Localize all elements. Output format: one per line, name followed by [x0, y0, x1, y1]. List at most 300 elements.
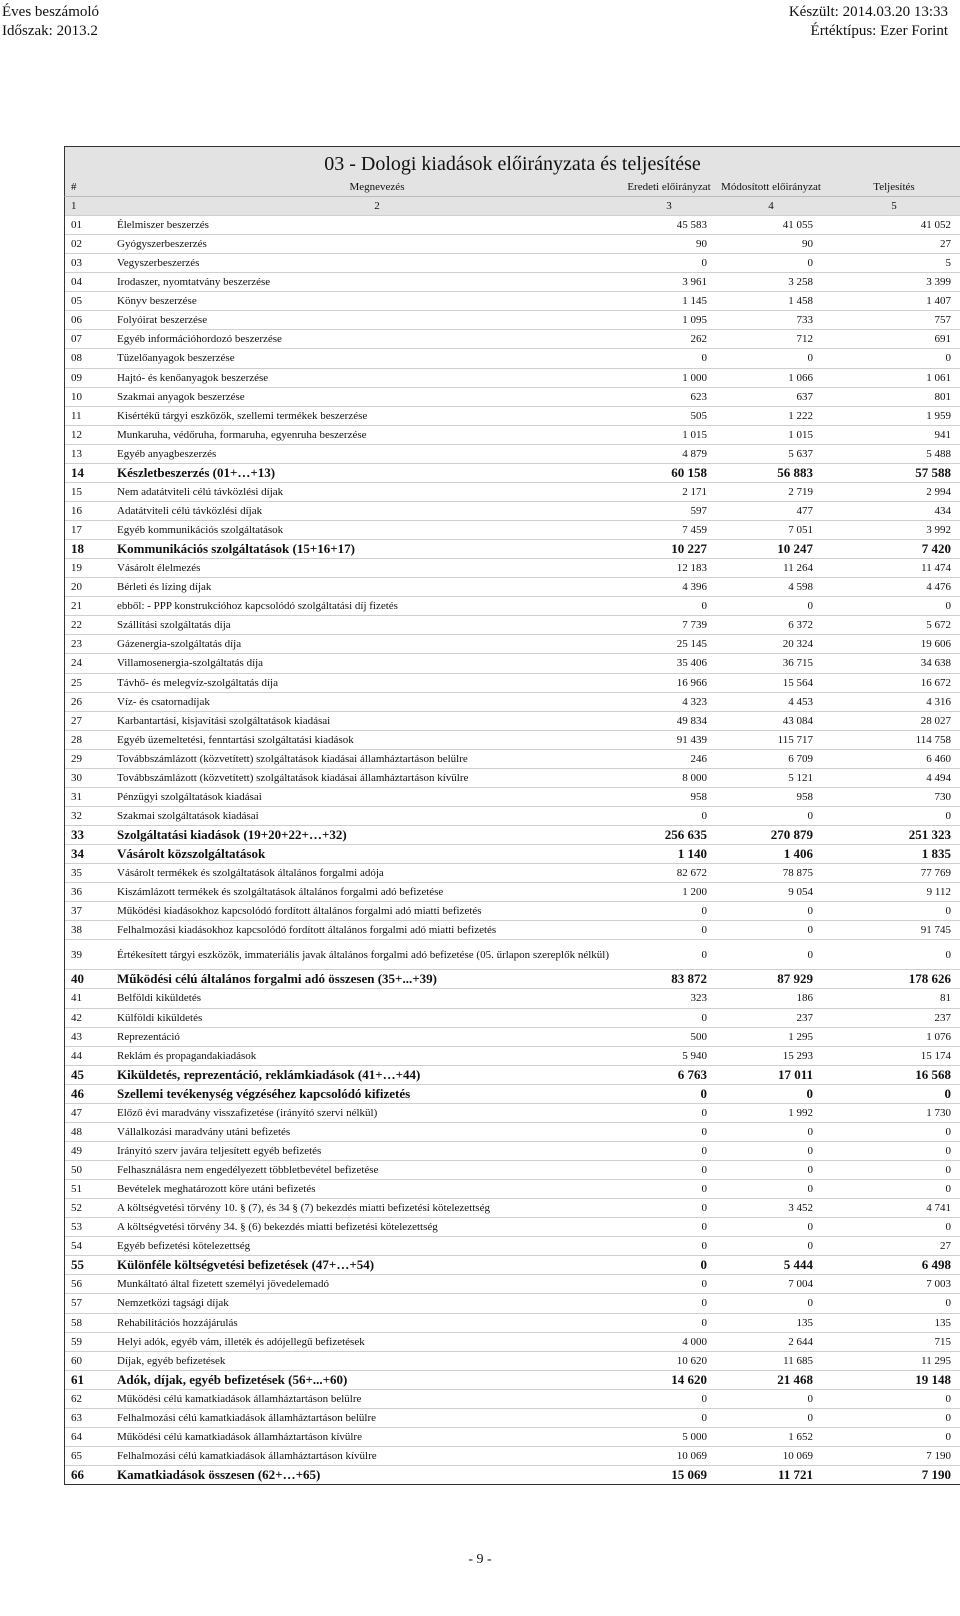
row-name: Belföldi kiküldetés: [117, 992, 202, 1005]
row-original-budget: 1 140: [677, 846, 707, 862]
table-row: [65, 1179, 960, 1198]
row-actual: 19 606: [920, 638, 951, 651]
page-number: - 9 -: [468, 1552, 492, 1567]
row-original-budget: 0: [701, 1221, 707, 1234]
row-actual: 1 061: [926, 371, 951, 384]
row-original-budget: 3 961: [682, 276, 707, 289]
row-number: 55: [71, 1257, 84, 1273]
row-name: Gázenergia-szolgáltatás díja: [117, 638, 242, 651]
row-number: 45: [71, 1066, 84, 1082]
row-actual: 19 148: [915, 1371, 951, 1387]
row-number: 29: [71, 752, 82, 765]
row-name: Távhő- és melegvíz-szolgáltatás díja: [117, 676, 278, 689]
row-actual: 135: [934, 1316, 951, 1329]
row-actual: 6 460: [926, 752, 951, 765]
row-modified-budget: 11 721: [777, 1467, 813, 1483]
row-number: 40: [71, 971, 84, 987]
row-original-budget: 623: [690, 390, 707, 403]
created-timestamp: Készült: 2014.03.20 13:33: [788, 4, 948, 20]
table-row: [65, 1198, 960, 1217]
row-modified-budget: 0: [807, 1411, 813, 1424]
row-number: 33: [71, 827, 84, 843]
table-row: [65, 387, 960, 406]
row-name: Hajtó- és kenőanyagok beszerzése: [117, 371, 269, 384]
row-name: Külföldi kiküldetés: [117, 1011, 203, 1024]
row-name: Különféle költségvetési befizetések (47+…+54): [117, 1257, 375, 1273]
row-original-budget: 6 763: [677, 1066, 707, 1082]
row-actual: 237: [934, 1011, 951, 1024]
row-modified-budget: 9 054: [788, 886, 813, 899]
row-original-budget: 0: [701, 257, 707, 270]
row-actual: 16 672: [920, 676, 951, 689]
row-number: 14: [71, 464, 84, 480]
row-number: 03: [71, 257, 82, 270]
row-actual: 0: [945, 905, 951, 918]
row-modified-budget: 5 444: [783, 1257, 813, 1273]
row-number: 48: [71, 1125, 82, 1138]
row-original-budget: 8 000: [682, 771, 707, 784]
row-number: 36: [71, 886, 82, 899]
row-actual: 0: [945, 600, 951, 613]
row-number: 27: [71, 714, 82, 727]
row-original-budget: 0: [700, 1085, 707, 1101]
row-original-budget: 0: [701, 1316, 707, 1329]
row-name: Egyéb információhordozó beszerzése: [117, 333, 282, 346]
row-original-budget: 5 000: [682, 1430, 707, 1443]
table-subtotal-row: [65, 1065, 960, 1084]
row-original-budget: 4 323: [682, 695, 707, 708]
row-actual: 41 052: [920, 219, 951, 232]
row-actual: 28 027: [920, 714, 951, 727]
row-original-budget: 262: [690, 333, 707, 346]
row-name: Bevételek meghatározott köre utáni befizetés: [117, 1183, 316, 1196]
row-number: 41: [71, 992, 82, 1005]
row-actual: 0: [945, 1183, 951, 1196]
row-actual: 3 399: [926, 276, 951, 289]
table-row: [65, 1103, 960, 1122]
row-original-budget: 0: [701, 948, 707, 961]
table-row: [65, 1122, 960, 1141]
row-original-budget: 16 966: [676, 676, 707, 689]
row-number: 04: [71, 276, 82, 289]
row-original-budget: 10 069: [676, 1449, 707, 1462]
row-name: Helyi adók, egyéb vám, illeték és adójellegű befizetések: [117, 1335, 365, 1348]
row-original-budget: 0: [701, 1164, 707, 1177]
row-actual: 2 994: [926, 485, 951, 498]
row-modified-budget: 10 247: [777, 541, 813, 557]
row-modified-budget: 4 453: [788, 695, 813, 708]
row-original-budget: 45 583: [676, 219, 707, 232]
row-modified-budget: 0: [807, 809, 813, 822]
column-number-2: 2: [374, 200, 380, 212]
row-name: Működési kiadásokhoz kapcsolódó fordított általános forgalmi adó miatti befizetés: [117, 905, 482, 918]
table-row: [65, 1217, 960, 1236]
row-number: 15: [71, 485, 82, 498]
row-number: 54: [71, 1240, 82, 1253]
row-number: 56: [71, 1278, 82, 1291]
row-modified-budget: 15 564: [782, 676, 813, 689]
row-actual: 1 407: [926, 295, 951, 308]
row-number: 18: [71, 541, 84, 557]
table-row: [65, 1046, 960, 1065]
row-name: Szellemi tevékenység végzéséhez kapcsolódó kifizetés: [117, 1085, 411, 1101]
row-name: Tüzelőanyagok beszerzése: [117, 352, 235, 365]
table-row: [65, 673, 960, 692]
row-original-budget: 14 620: [671, 1371, 707, 1387]
row-number: 01: [71, 219, 82, 232]
table-row: [65, 520, 960, 539]
row-modified-budget: 41 055: [782, 219, 813, 232]
row-actual: 4 316: [926, 695, 951, 708]
table-subtotal-row: [65, 1255, 960, 1274]
row-actual: 715: [934, 1335, 951, 1348]
row-modified-budget: 10 069: [782, 1449, 813, 1462]
table-row: [65, 406, 960, 425]
row-number: 52: [71, 1202, 82, 1215]
table-row: [65, 882, 960, 901]
table-row: [65, 482, 960, 501]
row-number: 50: [71, 1164, 82, 1177]
row-modified-budget: 733: [796, 314, 813, 327]
row-name: Vásárolt közszolgáltatások: [117, 846, 266, 862]
table-body: [64, 215, 960, 1485]
row-modified-budget: 4 598: [788, 581, 813, 594]
row-modified-budget: 21 468: [777, 1371, 813, 1387]
row-number: 64: [71, 1430, 82, 1443]
table-row: [65, 329, 960, 348]
table-subtotal-row: [65, 1084, 960, 1103]
row-number: 57: [71, 1297, 82, 1310]
row-original-budget: 323: [690, 992, 707, 1005]
row-modified-budget: 20 324: [782, 638, 813, 651]
row-original-budget: 90: [696, 238, 707, 251]
row-modified-budget: 0: [807, 1144, 813, 1157]
row-name: Vállalkozási maradvány utáni befizetés: [117, 1125, 291, 1138]
row-name: Vegyszerbeszerzés: [117, 257, 200, 270]
row-name: Egyéb kommunikációs szolgáltatások: [117, 524, 284, 537]
row-number: 30: [71, 771, 82, 784]
table-row: [65, 1351, 960, 1370]
row-actual: 0: [944, 1085, 951, 1101]
table-row: [65, 787, 960, 806]
row-number: 16: [71, 504, 82, 517]
row-actual: 16 568: [915, 1066, 951, 1082]
row-actual: 5: [945, 257, 951, 270]
report-type-label: Éves beszámoló: [2, 4, 100, 20]
column-header-row: [64, 178, 960, 196]
row-modified-budget: 7 004: [788, 1278, 813, 1291]
row-number: 19: [71, 562, 82, 575]
row-number: 23: [71, 638, 82, 651]
row-name: Reprezentáció: [117, 1030, 180, 1043]
row-actual: 4 494: [926, 771, 951, 784]
row-original-budget: 4 396: [682, 581, 707, 594]
table-subtotal-row: [65, 463, 960, 482]
row-original-budget: 7 739: [682, 619, 707, 632]
table-row: [65, 1408, 960, 1427]
row-name: Reklám és propagandakiadások: [117, 1049, 257, 1062]
row-original-budget: 0: [701, 352, 707, 365]
column-header-original-budget: Eredeti előirányzat: [627, 181, 711, 193]
row-actual: 11 474: [921, 562, 951, 575]
row-actual: 0: [945, 1411, 951, 1424]
row-actual: 178 626: [908, 971, 951, 987]
row-original-budget: 15 069: [671, 1467, 707, 1483]
table-row: [65, 1313, 960, 1332]
row-original-budget: 0: [701, 1144, 707, 1157]
row-modified-budget: 0: [807, 600, 813, 613]
row-number: 24: [71, 657, 82, 670]
row-name: Szállítási szolgáltatás díja: [117, 619, 231, 632]
row-actual: 27: [940, 238, 951, 251]
row-modified-budget: 36 715: [782, 657, 813, 670]
row-actual: 4 476: [926, 581, 951, 594]
row-modified-budget: 1 015: [788, 428, 813, 441]
table-title-bar: [64, 146, 960, 179]
period-label: Időszak: 2013.2: [2, 23, 98, 39]
table-row: [65, 596, 960, 615]
row-actual: 0: [945, 352, 951, 365]
table-row: [65, 1008, 960, 1027]
table-row: [65, 291, 960, 310]
row-actual: 9 112: [926, 886, 951, 899]
row-modified-budget: 1 652: [788, 1430, 813, 1443]
row-original-budget: 0: [701, 809, 707, 822]
row-number: 11: [71, 409, 82, 422]
row-modified-budget: 0: [806, 1085, 813, 1101]
column-header-modified-budget: Módosított előirányzat: [721, 181, 821, 193]
row-name: Élelmiszer beszerzés: [117, 219, 209, 232]
table-subtotal-row: [65, 1370, 960, 1389]
row-original-budget: 0: [701, 1240, 707, 1253]
row-actual: 1 730: [926, 1106, 951, 1119]
row-name: Karbantartási, kisjavítási szolgáltatások kiadásai: [117, 714, 331, 727]
row-actual: 15 174: [920, 1049, 951, 1062]
row-modified-budget: 5 121: [788, 771, 813, 784]
row-number: 37: [71, 905, 82, 918]
row-number: 25: [71, 676, 82, 689]
row-number: 05: [71, 295, 82, 308]
value-type-label: Értéktípus: Ezer Forint: [810, 23, 948, 39]
row-modified-budget: 0: [807, 1240, 813, 1253]
row-original-budget: 1 145: [682, 295, 707, 308]
table-row: [65, 988, 960, 1007]
row-modified-budget: 17 011: [777, 1066, 813, 1082]
table-row: [65, 558, 960, 577]
row-modified-budget: 1 458: [788, 295, 813, 308]
row-modified-budget: 0: [807, 1392, 813, 1405]
row-name: Bérleti és lízing díjak: [117, 581, 212, 594]
row-original-budget: 0: [701, 1011, 707, 1024]
row-modified-budget: 958: [796, 790, 813, 803]
row-actual: 5 488: [926, 447, 951, 460]
row-modified-budget: 7 051: [788, 524, 813, 537]
row-name: Nemzetközi tagsági díjak: [117, 1297, 229, 1310]
row-number: 65: [71, 1449, 82, 1462]
row-name: Kiküldetés, reprezentáció, reklámkiadások (41+…+44): [117, 1066, 421, 1082]
row-number: 20: [71, 581, 82, 594]
row-name: Továbbszámlázott (közvetített) szolgáltatások kiadásai államháztartáson kívülre: [117, 771, 469, 784]
row-name: Folyóirat beszerzése: [117, 314, 208, 327]
row-actual: 5 672: [926, 619, 951, 632]
row-name: Munkáltató által fizetett személyi jövedelemadó: [117, 1278, 329, 1291]
row-name: Készletbeszerzés (01+…+13): [117, 464, 276, 480]
row-original-budget: 1 015: [682, 428, 707, 441]
row-actual: 91 745: [920, 924, 951, 937]
row-name: Felhalmozási kiadásokhoz kapcsolódó fordított általános forgalmi adó miatti befizetés: [117, 924, 497, 937]
row-modified-budget: 115 717: [777, 733, 813, 746]
row-original-budget: 0: [701, 1183, 707, 1196]
row-name: Működési célú kamatkiadások államháztartáson kívülre: [117, 1430, 362, 1443]
row-modified-budget: 43 084: [782, 714, 813, 727]
table-row: [65, 901, 960, 920]
column-number-3: 3: [666, 200, 672, 212]
row-actual: 4 741: [926, 1202, 951, 1215]
row-modified-budget: 0: [807, 1183, 813, 1196]
table-row: [65, 1274, 960, 1293]
table-row: [65, 1427, 960, 1446]
row-actual: 0: [945, 1297, 951, 1310]
row-name: Díjak, egyéb befizetések: [117, 1354, 226, 1367]
row-actual: 757: [934, 314, 951, 327]
table-row: [65, 310, 960, 329]
row-original-budget: 1 200: [682, 886, 707, 899]
row-number: 21: [71, 600, 82, 613]
row-name: Előző évi maradvány visszafizetése (irányító szervi nélkül): [117, 1106, 378, 1119]
row-actual: 0: [945, 1392, 951, 1405]
table-row: [65, 806, 960, 825]
row-name: Nem adatátviteli célú távközlési díjak: [117, 485, 284, 498]
row-actual: 81: [940, 992, 951, 1005]
row-number: 13: [71, 447, 82, 460]
table-row: [65, 1027, 960, 1046]
table-row: [65, 1446, 960, 1465]
row-original-budget: 0: [700, 1257, 707, 1273]
row-original-budget: 0: [701, 1278, 707, 1291]
row-number: 34: [71, 846, 84, 862]
row-actual: 7 190: [921, 1467, 951, 1483]
row-modified-budget: 3 452: [788, 1202, 813, 1215]
table-row: [65, 749, 960, 768]
row-original-budget: 4 879: [682, 447, 707, 460]
row-name: Felhasználásra nem engedélyezett többletbevétel befizetése: [117, 1164, 379, 1177]
row-original-budget: 0: [701, 1392, 707, 1405]
row-number: 62: [71, 1392, 82, 1405]
row-name: Szolgáltatási kiadások (19+20+22+…+32): [117, 827, 347, 843]
table-row: [65, 768, 960, 787]
row-modified-budget: 15 293: [782, 1049, 813, 1062]
row-number: 28: [71, 733, 82, 746]
row-number: 38: [71, 924, 82, 937]
row-modified-budget: 5 637: [788, 447, 813, 460]
row-original-budget: 10 620: [676, 1354, 707, 1367]
row-modified-budget: 1 992: [788, 1106, 813, 1119]
table-row: [65, 1293, 960, 1312]
row-name: ebből: - PPP konstrukcióhoz kapcsolódó szolgáltatási díj fizetés: [117, 600, 398, 613]
row-original-budget: 7 459: [682, 524, 707, 537]
row-name: Irodaszer, nyomtatvány beszerzése: [117, 276, 271, 289]
column-header-name: Megnevezés: [349, 181, 405, 193]
row-name: Rehabilitációs hozzájárulás: [117, 1316, 238, 1329]
table-subtotal-row: [65, 539, 960, 558]
row-original-budget: 12 183: [676, 562, 707, 575]
row-number: 43: [71, 1030, 82, 1043]
row-number: 02: [71, 238, 82, 251]
table-row: [65, 939, 960, 969]
row-modified-budget: 637: [796, 390, 813, 403]
row-original-budget: 35 406: [676, 657, 707, 670]
table-subtotal-row: [65, 844, 960, 863]
row-original-budget: 0: [701, 924, 707, 937]
row-actual: 1 959: [926, 409, 951, 422]
row-number: 12: [71, 428, 82, 441]
row-actual: 27: [940, 1240, 951, 1253]
row-modified-budget: 78 875: [782, 867, 813, 880]
row-name: A költségvetési törvény 34. § (6) bekezdés miatti befizetési kötelezettség: [117, 1221, 438, 1234]
row-name: Gyógyszerbeszerzés: [117, 238, 207, 251]
row-name: Működési célú kamatkiadások államháztartáson belülre: [117, 1392, 362, 1405]
row-modified-budget: 3 258: [788, 276, 813, 289]
row-name: Kiszámlázott termékek és szolgáltatások általános forgalmi adó befizetése: [117, 886, 444, 899]
row-name: Adatátviteli célú távközlési díjak: [117, 504, 263, 517]
row-actual: 34 638: [920, 657, 951, 670]
row-actual: 941: [934, 428, 951, 441]
row-modified-budget: 0: [807, 1164, 813, 1177]
table-row: [65, 1389, 960, 1408]
row-number: 58: [71, 1316, 82, 1329]
row-name: Szakmai szolgáltatások kiadásai: [117, 809, 259, 822]
row-modified-budget: 135: [796, 1316, 813, 1329]
table-row: [65, 692, 960, 711]
row-modified-budget: 0: [807, 1297, 813, 1310]
table-row: [65, 634, 960, 653]
row-original-budget: 500: [690, 1030, 707, 1043]
row-modified-budget: 0: [807, 1221, 813, 1234]
row-number: 51: [71, 1183, 82, 1196]
row-modified-budget: 87 929: [777, 971, 813, 987]
row-modified-budget: 1 295: [788, 1030, 813, 1043]
row-number: 09: [71, 371, 82, 384]
row-name: Vásárolt termékek és szolgáltatások általános forgalmi adója: [117, 867, 384, 880]
row-modified-budget: 0: [807, 1125, 813, 1138]
row-number: 35: [71, 867, 82, 880]
row-original-budget: 246: [690, 752, 707, 765]
row-number: 08: [71, 352, 82, 365]
row-modified-budget: 0: [807, 905, 813, 918]
table-row: [65, 368, 960, 387]
column-number-4: 4: [768, 200, 774, 212]
row-name: Vásárolt élelmezés: [117, 562, 201, 575]
row-name: Kamatkiadások összesen (62+…+65): [117, 1467, 321, 1483]
row-name: Egyéb anyagbeszerzés: [117, 447, 217, 460]
row-original-budget: 4 000: [682, 1335, 707, 1348]
row-name: Továbbszámlázott (közvetített) szolgáltatások kiadásai államháztartáson belülre: [117, 752, 468, 765]
row-actual: 0: [945, 809, 951, 822]
row-modified-budget: 0: [807, 948, 813, 961]
row-actual: 434: [934, 504, 951, 517]
row-modified-budget: 2 719: [788, 485, 813, 498]
row-number: 31: [71, 790, 82, 803]
table-row: [65, 253, 960, 272]
row-original-budget: 0: [701, 1411, 707, 1424]
row-name: A költségvetési törvény 10. § (7), és 34 § (7) bekezdés miatti befizetési kötelezettség: [117, 1202, 490, 1215]
row-number: 06: [71, 314, 82, 327]
column-header-actual: Teljesítés: [873, 181, 915, 193]
row-name: Munkaruha, védőruha, formaruha, egyenruha beszerzése: [117, 428, 367, 441]
row-number: 63: [71, 1411, 82, 1424]
row-name: Villamosenergia-szolgáltatás díja: [117, 657, 264, 670]
table-row: [65, 501, 960, 520]
